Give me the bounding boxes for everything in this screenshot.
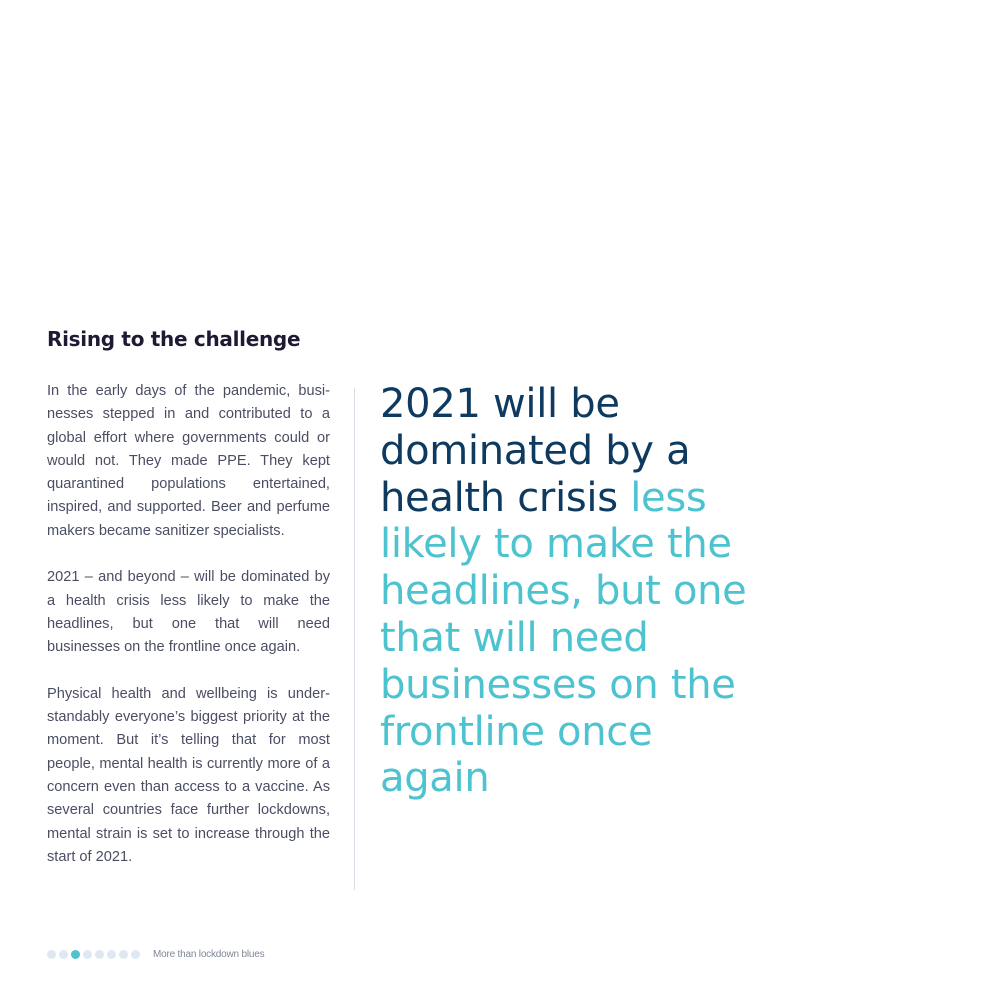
page-dot[interactable] bbox=[95, 950, 104, 959]
page-dot[interactable] bbox=[71, 950, 80, 959]
footer-section-label: More than lockdown blues bbox=[153, 948, 265, 960]
body-text-column bbox=[47, 380, 330, 869]
pull-quote-accent: less likely to make the headlines, but one that will need businesses on the frontline once again bbox=[380, 474, 747, 802]
body-paragraph: In the early days of the pandemic, businesses stepped in and contributed to a global effort where governments could or would not. They made PPE. They kept quarantined populations entertained, inspired, and supported. Beer and perfume makers became sanitizer specialists. bbox=[47, 383, 330, 539]
pull-quote bbox=[380, 381, 760, 802]
page-dot[interactable] bbox=[59, 950, 68, 959]
page-dot[interactable] bbox=[119, 950, 128, 959]
section-heading: Rising to the challenge bbox=[47, 327, 301, 351]
page-dot[interactable] bbox=[83, 950, 92, 959]
page-dot[interactable] bbox=[107, 950, 116, 959]
body-paragraph: Physical health and wellbeing is understandably everyone’s biggest priority at the moment. But it’s telling that for most people, mental health is currently more of a concern even than access to a vaccine. As several countries face further lockdowns, mental strain is set to increase through the start of 2021. bbox=[47, 685, 330, 865]
pull-quote-lead: 2021 will be dominated by a health crisis bbox=[380, 381, 691, 521]
body-paragraph: 2021 – and beyond – will be dominated by a health crisis less likely to make the headlines, but one that will need businesses on the frontline once again. bbox=[47, 569, 330, 656]
page-dot[interactable] bbox=[131, 950, 140, 959]
column-divider bbox=[354, 388, 355, 890]
page-footer bbox=[47, 947, 264, 961]
page-progress-dots bbox=[47, 950, 140, 959]
page-dot[interactable] bbox=[47, 950, 56, 959]
